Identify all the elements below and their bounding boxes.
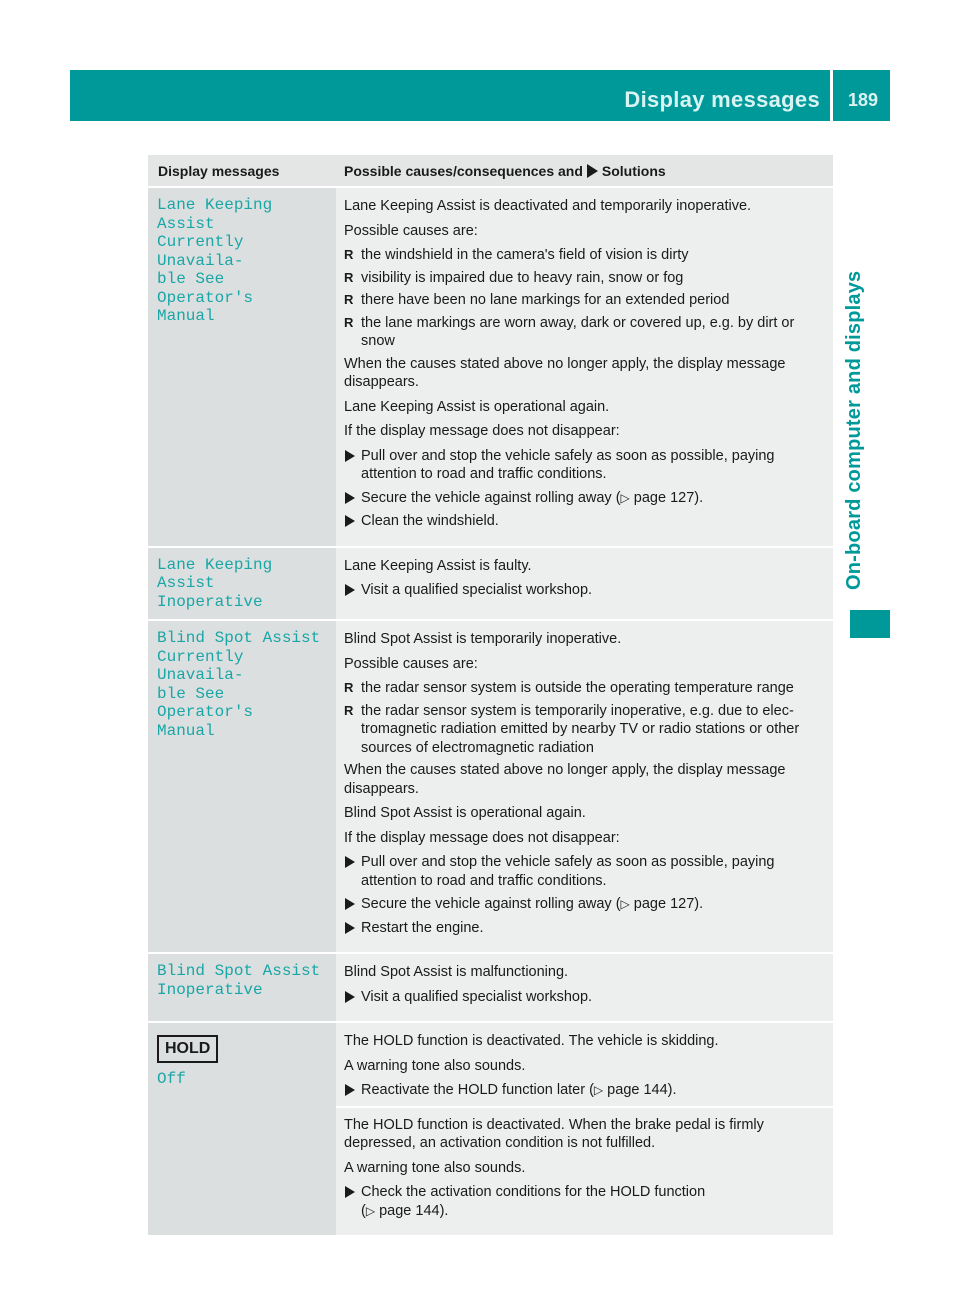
causes-cell (336, 188, 833, 546)
header-divider (830, 70, 833, 121)
display-message: Blind Spot Assist Currently Unavaila‐ ble See Operator's Manual (157, 629, 321, 740)
page-number: 189 (847, 90, 879, 110)
action-step (344, 895, 827, 914)
table-row (148, 952, 833, 1021)
message-cell (148, 1023, 336, 1235)
action-step: Visit a qualified specialist workshop. (344, 581, 827, 600)
paragraph: When the causes stated above no longer apply, the display message disappears. (344, 355, 786, 390)
paragraph: A warning tone also sounds. (344, 1057, 526, 1074)
paragraph: When the causes stated above no longer apply, the display message disappears. (344, 762, 786, 797)
paragraph: Possible causes are: (344, 222, 478, 239)
action-step (344, 489, 827, 508)
column-header-solutions-text: Solutions (601, 163, 666, 179)
column-header-causes-text: Possible causes/consequences and (344, 163, 583, 179)
bullet-item: R there have been no lane markings for an extended period (344, 291, 827, 310)
message-cell (148, 954, 336, 1021)
display-message: Blind Spot Assist Inoperative (157, 962, 321, 999)
page-reference[interactable]: page 127). (629, 896, 704, 912)
paragraph: Blind Spot Assist is operational again. (344, 805, 586, 821)
bullet-item: R the radar sensor system is outside the operating temperature range (344, 679, 827, 698)
message-cell (148, 188, 336, 546)
action-arrow-icon (587, 164, 598, 178)
causes-cell (336, 1023, 833, 1235)
message-cell (148, 548, 336, 620)
paragraph: Possible causes are: (344, 655, 478, 672)
action-step (344, 1183, 827, 1220)
paragraph: If the display message does not disappear: (344, 423, 620, 439)
page-reference-icon: ▷ (593, 1083, 604, 1097)
paragraph: Lane Keeping Assist is operational again. (344, 398, 610, 415)
hold-indicator-icon: HOLD (157, 1035, 218, 1063)
paragraph: Blind Spot Assist is malfunctioning. (344, 964, 569, 980)
section-title: Display messages (624, 87, 820, 112)
table-row (148, 546, 833, 620)
paragraph: A warning tone also sounds. (344, 1159, 526, 1176)
step-text: Secure the vehicle against rolling away ( (361, 896, 621, 912)
paragraph: Blind Spot Assist is temporarily inoperative. (344, 631, 622, 647)
chapter-marker (850, 610, 890, 638)
header-bar (70, 70, 890, 121)
page-reference[interactable]: page 144). (603, 1082, 677, 1098)
bullet-item: R the windshield in the camera's field of vision is dirty (344, 246, 827, 265)
display-message: Lane Keeping Assist Inoperative (157, 555, 273, 611)
action-step: Restart the engine. (344, 919, 827, 938)
page-reference-icon: ▷ (620, 490, 630, 505)
bullet-item: R visibility is impaired due to heavy rain, snow or fog (344, 269, 827, 288)
table-row (148, 619, 833, 952)
paragraph: The HOLD function is deactivated. The vehicle is skidding. (344, 1033, 719, 1049)
row-divider (336, 1106, 833, 1108)
open-paren: ( (361, 1202, 366, 1219)
chapter-title: On-board computer and displays (843, 270, 865, 590)
table-row (148, 186, 833, 546)
action-step (344, 1081, 827, 1100)
paragraph: Lane Keeping Assist is deactivated and temporarily inoperative. (344, 198, 752, 214)
paragraph: Lane Keeping Assist is faulty. (344, 557, 532, 574)
action-step: Pull over and stop the vehicle safely as soon as possible, paying attention to road and traffic conditions. (344, 853, 827, 890)
message-cell (148, 621, 336, 952)
column-header-causes (336, 155, 833, 186)
page-reference[interactable]: page 127). (629, 489, 704, 506)
step-text: Check the activation conditions for the HOLD function (361, 1184, 706, 1200)
step-text: Reactivate the HOLD function later ( (361, 1082, 594, 1098)
display-message: Off (157, 1070, 186, 1088)
causes-cell (336, 621, 833, 952)
column-header-messages: Display messages (158, 163, 280, 179)
page-reference-icon: ▷ (365, 1203, 376, 1218)
paragraph: The HOLD function is deactivated. When the brake pedal is firmly depressed, an activation condition is not fulfilled. (344, 1116, 764, 1151)
bullet-item: R the radar sensor system is temporarily inoperative, e.g. due to elec- tromagnetic radiation emitted by nearby TV or radio stations or other sources of electromagnetic radiation (344, 702, 827, 758)
causes-cell (336, 954, 833, 1021)
action-step: Visit a qualified specialist workshop. (344, 988, 827, 1007)
action-step: Clean the windshield. (344, 512, 827, 531)
page-reference[interactable]: page 144). (375, 1202, 449, 1219)
paragraph: If the display message does not disappear: (344, 829, 620, 846)
bullet-item: R the lane markings are worn away, dark or covered up, e.g. by dirt or snow (344, 314, 827, 351)
page-reference-icon: ▷ (620, 897, 630, 911)
step-text: Secure the vehicle against rolling away ( (361, 489, 621, 506)
display-messages-table (148, 155, 833, 1235)
table-row (148, 1021, 833, 1235)
causes-cell (336, 548, 833, 620)
table-header (148, 155, 833, 186)
action-step: Pull over and stop the vehicle safely as soon as possible, paying attention to road and traffic conditions. (344, 447, 827, 484)
display-message: Lane Keeping Assist Currently Unavaila‐ ble See Operator's Manual (157, 196, 273, 325)
